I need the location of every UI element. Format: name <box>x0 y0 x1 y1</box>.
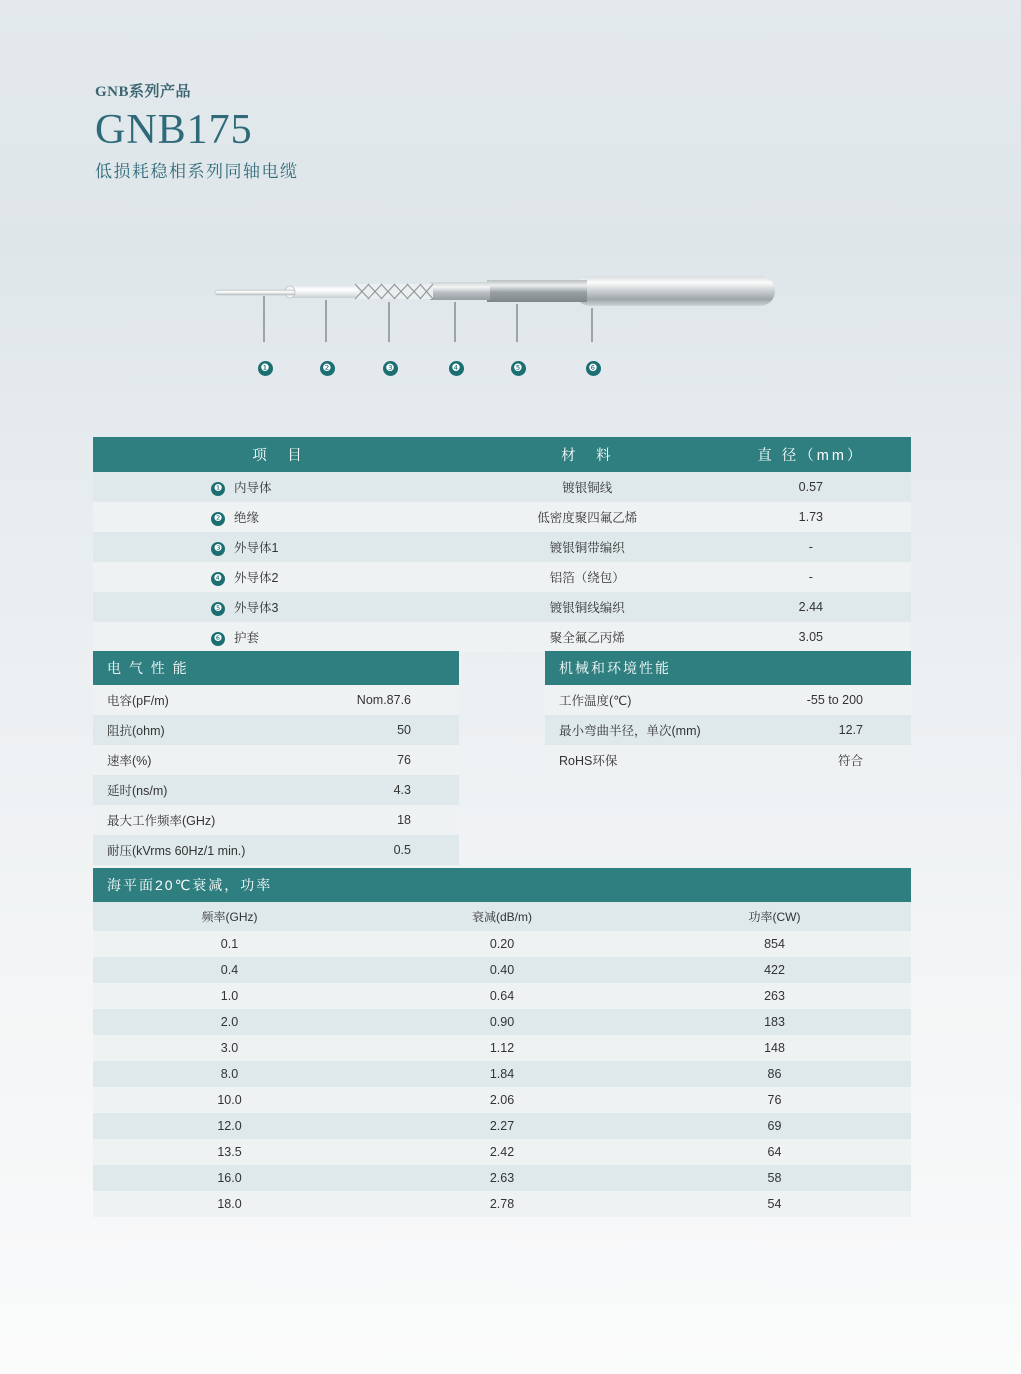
material-row-number: ❻ <box>211 632 225 646</box>
attenuation-cell-attenuation: 2.78 <box>489 1197 515 1211</box>
attenuation-cell-attenuation: 0.90 <box>489 1015 515 1029</box>
table-row <box>93 745 459 775</box>
material-row-item-label: 内导体 <box>234 481 272 495</box>
callout-badge-3: ❸ <box>383 361 398 376</box>
attenuation-table-title: 海平面20℃衰减，功率 <box>93 868 911 902</box>
attenuation-header-attenuation: 衰减(dB/m) <box>366 902 638 931</box>
material-row-number: ❺ <box>211 602 225 616</box>
table-row <box>545 685 911 715</box>
table-row <box>93 1035 911 1061</box>
electrical-performance-table <box>93 651 459 865</box>
material-table-body <box>93 472 911 652</box>
attenuation-cell-power: 64 <box>767 1145 782 1159</box>
callout-3 <box>375 358 405 376</box>
material-row-number: ❶ <box>211 482 225 496</box>
attenuation-cell-frequency: 18.0 <box>217 1197 242 1211</box>
product-subtitle: 低损耗稳相系列同轴电缆 <box>95 162 299 182</box>
table-row <box>93 1009 911 1035</box>
material-row-item-label: 护套 <box>234 631 260 645</box>
mechanical-table-title: 机械和环境性能 <box>545 651 911 685</box>
material-row-item <box>93 562 464 592</box>
material-row-material: 镀银铜带编织 <box>549 541 625 555</box>
material-row-item <box>93 622 464 652</box>
callout-6 <box>578 358 608 376</box>
material-row-item-label: 外导体1 <box>234 541 279 555</box>
attenuation-cell-power: 54 <box>767 1197 782 1211</box>
attenuation-cell-attenuation: 1.84 <box>489 1067 515 1081</box>
material-row-item <box>93 532 464 562</box>
table-row <box>93 622 911 652</box>
material-row-diameter: 0.57 <box>798 480 823 494</box>
mechanical-table-body <box>545 685 911 775</box>
outer-conductor-2-layer <box>430 282 490 300</box>
mechanical-row-key: 最小弯曲半径，单次(mm) <box>559 724 701 738</box>
table-row <box>93 685 459 715</box>
material-row-item <box>93 592 464 622</box>
attenuation-cell-power: 76 <box>767 1093 782 1107</box>
attenuation-cell-power: 422 <box>764 963 785 977</box>
attenuation-cell-frequency: 8.0 <box>220 1067 239 1081</box>
material-row-item-label: 外导体2 <box>234 571 279 585</box>
table-row <box>93 1061 911 1087</box>
callout-2 <box>312 358 342 376</box>
table-row <box>545 745 911 775</box>
table-row <box>93 472 911 502</box>
attenuation-header-power: 功率(CW) <box>638 902 911 931</box>
electrical-row-key: 速率(%) <box>107 754 152 768</box>
material-row-number: ❹ <box>211 572 225 586</box>
attenuation-table-head <box>93 868 911 931</box>
material-row-diameter: 3.05 <box>798 630 823 644</box>
table-row <box>93 835 459 865</box>
callout-badge-5: ❺ <box>511 361 526 376</box>
electrical-row-key: 电容(pF/m) <box>107 694 169 708</box>
table-row <box>93 1191 911 1217</box>
table-row <box>93 1113 911 1139</box>
attenuation-table-body <box>93 931 911 1217</box>
table-row <box>93 775 459 805</box>
attenuation-cell-frequency: 10.0 <box>217 1093 242 1107</box>
callout-badge-1: ❶ <box>258 361 273 376</box>
attenuation-cell-attenuation: 0.64 <box>489 989 515 1003</box>
material-row-item-label: 绝缘 <box>234 511 260 525</box>
material-header-item: 项 目 <box>93 437 464 472</box>
attenuation-cell-frequency: 2.0 <box>220 1015 239 1029</box>
attenuation-cell-frequency: 16.0 <box>217 1171 242 1185</box>
attenuation-cell-attenuation: 0.40 <box>489 963 515 977</box>
attenuation-cell-attenuation: 1.12 <box>489 1041 515 1055</box>
material-row-item <box>93 472 464 502</box>
table-row <box>93 957 911 983</box>
table-row <box>93 983 911 1009</box>
material-row-diameter: - <box>808 540 813 554</box>
product-series-label: GNB系列产品 <box>95 84 192 100</box>
attenuation-header-row <box>93 902 911 931</box>
mechanical-row-key: RoHS环保 <box>559 754 618 768</box>
mechanical-row-value: -55 to 200 <box>806 693 863 707</box>
attenuation-cell-attenuation: 2.63 <box>489 1171 515 1185</box>
attenuation-cell-attenuation: 2.06 <box>489 1093 515 1107</box>
table-row <box>93 931 911 957</box>
electrical-row-key: 阻抗(ohm) <box>107 724 165 738</box>
table-row <box>93 805 459 835</box>
attenuation-cell-power: 86 <box>767 1067 782 1081</box>
callout-5 <box>503 358 533 376</box>
attenuation-cell-attenuation: 0.20 <box>489 937 515 951</box>
attenuation-cell-frequency: 0.1 <box>220 937 239 951</box>
material-row-number: ❷ <box>211 512 225 526</box>
electrical-table-header-row <box>93 651 459 685</box>
electrical-table-head <box>93 651 459 685</box>
attenuation-cell-frequency: 3.0 <box>220 1041 239 1055</box>
electrical-row-value: 76 <box>397 753 411 767</box>
attenuation-header-frequency: 频率(GHz) <box>93 902 366 931</box>
callout-badge-2: ❷ <box>320 361 335 376</box>
table-row <box>93 715 459 745</box>
material-row-material: 铝箔（绕包） <box>549 571 625 585</box>
material-row-diameter: 1.73 <box>798 510 823 524</box>
page-header <box>95 80 299 182</box>
attenuation-cell-power: 263 <box>764 989 785 1003</box>
material-table <box>93 437 911 652</box>
material-row-material: 镀银铜线 <box>562 481 613 495</box>
material-header-diameter: 直 径（mm） <box>711 437 911 472</box>
material-header-material: 材 料 <box>464 437 711 472</box>
attenuation-power-table <box>93 868 911 1217</box>
mechanical-environment-table <box>545 651 911 775</box>
mechanical-row-value: 12.7 <box>838 723 863 737</box>
outer-conductor-3-layer <box>487 280 587 302</box>
material-row-diameter: 2.44 <box>798 600 823 614</box>
electrical-row-value: 50 <box>397 723 411 737</box>
material-row-material: 镀银铜线编织 <box>549 601 625 615</box>
material-table-header-row <box>93 437 911 472</box>
attenuation-cell-frequency: 0.4 <box>220 963 239 977</box>
table-row <box>93 1087 911 1113</box>
electrical-table-title: 电 气 性 能 <box>93 651 459 685</box>
material-row-item <box>93 502 464 532</box>
attenuation-cell-power: 58 <box>767 1171 782 1185</box>
callout-badge-4: ❹ <box>449 361 464 376</box>
electrical-row-value: 4.3 <box>393 783 411 797</box>
table-row <box>93 562 911 592</box>
attenuation-title-row <box>93 868 911 902</box>
material-table-head <box>93 437 911 472</box>
callout-badge-6: ❻ <box>586 361 601 376</box>
table-row <box>545 715 911 745</box>
electrical-row-value: 0.5 <box>393 843 411 857</box>
mechanical-table-head <box>545 651 911 685</box>
electrical-row-value: Nom.87.6 <box>356 693 411 707</box>
attenuation-cell-power: 69 <box>767 1119 782 1133</box>
table-row <box>93 592 911 622</box>
table-row <box>93 532 911 562</box>
diagram-callouts <box>0 330 1021 390</box>
electrical-table-body <box>93 685 459 865</box>
insulation-layer <box>288 286 358 298</box>
attenuation-cell-frequency: 13.5 <box>217 1145 242 1159</box>
attenuation-cell-frequency: 12.0 <box>217 1119 242 1133</box>
table-row <box>93 502 911 532</box>
mechanical-table-header-row <box>545 651 911 685</box>
electrical-row-key: 延时(ns/m) <box>107 784 168 798</box>
material-row-number: ❸ <box>211 542 225 556</box>
material-row-diameter: - <box>808 570 813 584</box>
attenuation-cell-frequency: 1.0 <box>220 989 239 1003</box>
attenuation-cell-attenuation: 2.42 <box>489 1145 515 1159</box>
attenuation-cell-power: 854 <box>764 937 785 951</box>
table-row <box>93 1139 911 1165</box>
attenuation-cell-power: 148 <box>764 1041 785 1055</box>
attenuation-cell-power: 183 <box>764 1015 785 1029</box>
table-row <box>93 1165 911 1191</box>
electrical-row-key: 最大工作频率(GHz) <box>107 814 216 828</box>
material-row-material: 低密度聚四氟乙烯 <box>537 511 638 525</box>
mechanical-row-key: 工作温度(℃) <box>559 694 632 708</box>
material-row-material: 聚全氟乙丙烯 <box>549 631 625 645</box>
material-row-item-label: 外导体3 <box>234 601 279 615</box>
page-title: GNB175 <box>95 107 253 153</box>
attenuation-cell-attenuation: 2.27 <box>489 1119 515 1133</box>
callout-4 <box>441 358 471 376</box>
inner-conductor-layer <box>215 290 295 295</box>
electrical-row-value: 18 <box>397 813 411 827</box>
mechanical-row-value: 符合 <box>837 754 863 768</box>
electrical-row-key: 耐压(kVrms 60Hz/1 min.) <box>107 844 246 858</box>
jacket-layer <box>575 276 775 306</box>
callout-1 <box>250 358 280 376</box>
